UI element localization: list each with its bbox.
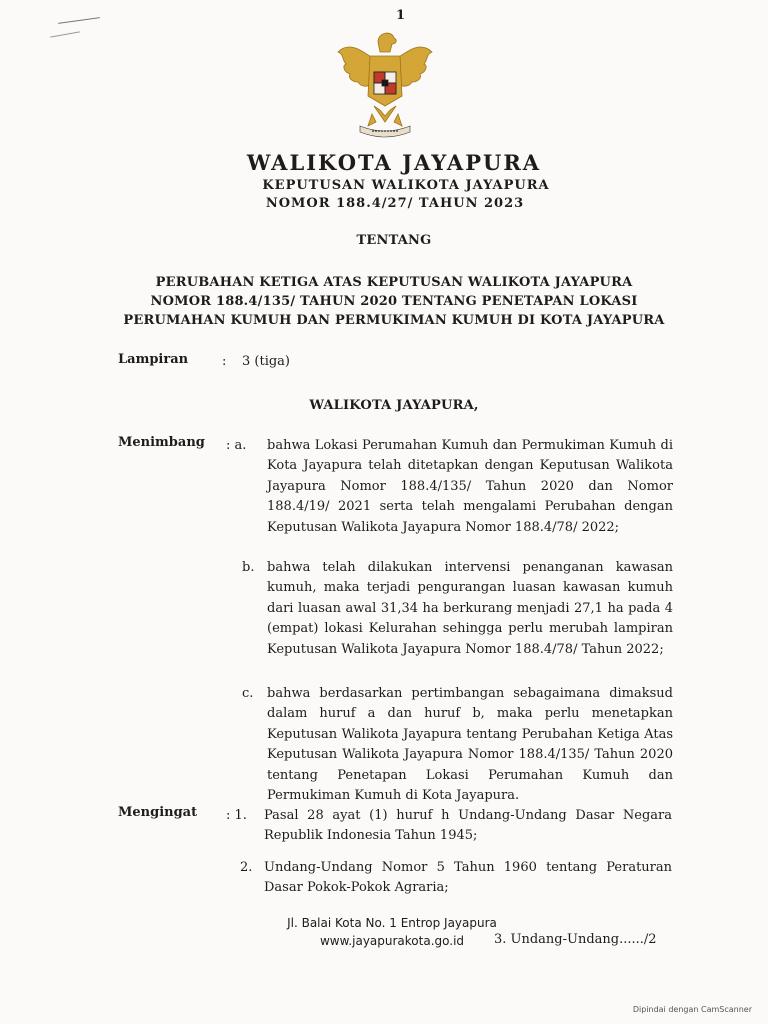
scan-mark bbox=[58, 17, 100, 24]
decree-number: NOMOR 188.4/27/ TAHUN 2023 bbox=[265, 196, 525, 211]
menimbang-item-a: bahwa Lokasi Perumahan Kumuh dan Permukiman Kumuh di Kota Jayapura telah ditetapkan dengan Keputusan Walikota Jayapura Nomor 188.4/135/ Tahun 2020 dan Nomor 188.4/19/ 2021 serta telah mengalami Perubahan dengan Keputusan Walikota Jayapura Nomor 188.4/78/ 2022; bbox=[267, 438, 673, 535]
lampiran-label: Lampiran bbox=[118, 352, 189, 367]
menimbang-marker-a: : a. bbox=[226, 438, 247, 453]
menimbang-item-b: bahwa telah dilakukan intervensi penanganan kawasan kumuh, maka terjadi pengurangan luasan kawasan kumuh dari luasan awal 31,34 ha berkurang menjadi 27,1 ha pada 4 (empat) lokasi Kelurahan sehingga perlu merubah lampiran Keputusan Walikota Jayapura Nomor 188.4/78/ Tahun 2022; bbox=[267, 560, 673, 657]
footer-address-block bbox=[287, 914, 497, 950]
lampiran-colon: : bbox=[222, 354, 227, 369]
lampiran-value: 3 (tiga) bbox=[242, 354, 291, 369]
mengingat-label: Mengingat bbox=[118, 805, 198, 820]
mengingat-item-2: Undang-Undang Nomor 5 Tahun 1960 tentang Peraturan Dasar Pokok-Pokok Agraria; bbox=[264, 860, 672, 896]
document-title: WALIKOTA JAYAPURA bbox=[246, 150, 542, 175]
tentang-heading: TENTANG bbox=[356, 233, 432, 248]
page-number: 1 bbox=[396, 8, 406, 23]
next-page-reference: 3. Undang-Undang....../2 bbox=[494, 932, 657, 947]
subject-line: NOMOR 188.4/135/ TAHUN 2020 TENTANG PENETAPAN LOKASI bbox=[150, 294, 638, 309]
footer-address: Jl. Balai Kota No. 1 Entrop Jayapura bbox=[287, 916, 497, 930]
mengingat-item-1: Pasal 28 ayat (1) huruf h Undang-Undang Dasar Negara Republik Indonesia Tahun 1945; bbox=[264, 808, 672, 844]
mengingat-marker-1: : 1. bbox=[226, 808, 247, 823]
walikota-heading: WALIKOTA JAYAPURA, bbox=[309, 398, 479, 413]
menimbang-marker-c: c. bbox=[242, 686, 254, 701]
scanner-watermark: Dipindai dengan CamScanner bbox=[632, 1005, 752, 1014]
footer-website: www.jayapurakota.go.id bbox=[319, 934, 465, 948]
menimbang-marker-b: b. bbox=[242, 560, 255, 575]
garuda-emblem-icon bbox=[330, 22, 440, 140]
subject-line: PERUMAHAN KUMUH DAN PERMUKIMAN KUMUH DI KOTA JAYAPURA bbox=[123, 313, 665, 328]
mengingat-marker-2: 2. bbox=[240, 860, 253, 875]
subject-line: PERUBAHAN KETIGA ATAS KEPUTUSAN WALIKOTA JAYAPURA bbox=[155, 275, 633, 290]
decree-title: KEPUTUSAN WALIKOTA JAYAPURA bbox=[262, 178, 550, 193]
scan-mark bbox=[50, 31, 80, 37]
menimbang-label: Menimbang bbox=[118, 435, 205, 450]
menimbang-item-c: bahwa berdasarkan pertimbangan sebagaimana dimaksud dalam huruf a dan huruf b, maka perlu menetapkan Keputusan Walikota Jayapura tentang Perubahan Ketiga Atas Keputusan Walikota Jayapura Nomor 188.4/135/ Tahun 2020 tentang Penetapan Lokasi Perumahan Kumuh dan Permukiman Kumuh di Kota Jayapura. bbox=[267, 686, 673, 804]
